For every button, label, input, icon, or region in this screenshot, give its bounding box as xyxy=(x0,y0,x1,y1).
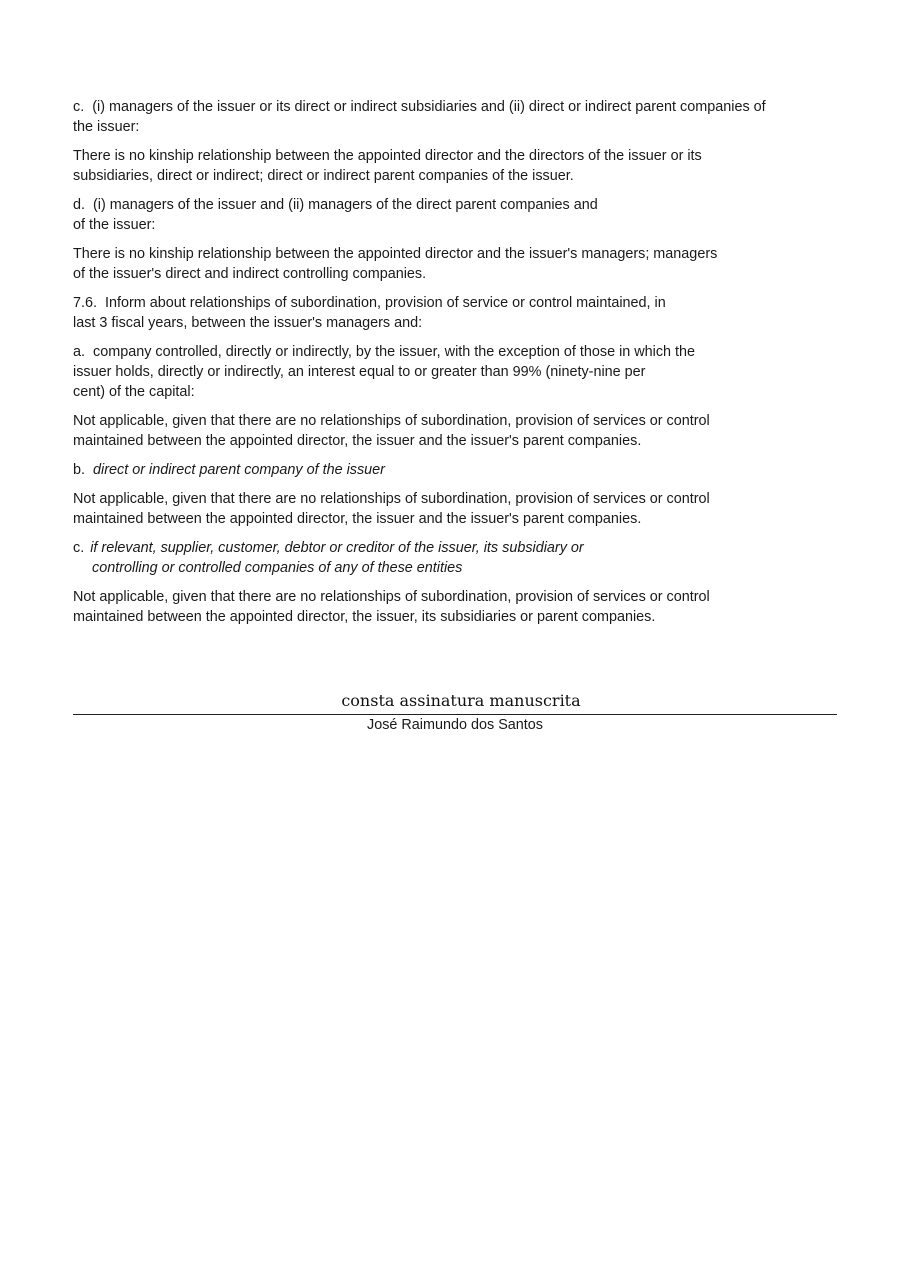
item-text: cent) of the capital: xyxy=(73,384,195,400)
handwritten-signature-note: consta assinatura manuscrita xyxy=(341,691,581,710)
item-text: if relevant, supplier, customer, debtor or creditor of the issuer, its subsidiary or xyxy=(90,540,584,556)
answer-text: maintained between the appointed director, the issuer and the issuer's parent companies. xyxy=(73,433,642,449)
signatory-name: José Raimundo dos Santos xyxy=(367,717,543,733)
answer-text: There is no kinship relationship between the appointed director and the issuer's managers; managers xyxy=(73,246,718,262)
item-text: issuer holds, directly or indirectly, an interest equal to or greater than 99% (ninety-nine per xyxy=(73,364,646,380)
item-d-relationships xyxy=(73,195,843,235)
item-c-supplier-customer xyxy=(73,538,843,578)
item-text: direct or indirect parent company of the issuer xyxy=(93,462,385,478)
answer-text: subsidiaries, direct or indirect; direct or indirect parent companies of the issuer. xyxy=(73,168,574,184)
item-text: (i) managers of the issuer and (ii) managers of the direct parent companies and xyxy=(93,197,598,213)
item-b-parent-company xyxy=(73,460,843,480)
item-c-relationships xyxy=(73,97,843,137)
item-marker: d. xyxy=(73,197,86,213)
item-marker: a. xyxy=(73,344,86,360)
answer-text: maintained between the appointed director, the issuer and the issuer's parent companies. xyxy=(73,511,642,527)
answer-paragraph xyxy=(73,587,843,627)
item-text: the issuer: xyxy=(73,119,140,135)
item-text: company controlled, directly or indirectly, by the issuer, with the exception of those in which the xyxy=(93,344,696,360)
answer-paragraph xyxy=(73,411,843,451)
section-number: 7.6. xyxy=(73,295,98,311)
item-text: controlling or controlled companies of any of these entities xyxy=(92,560,463,576)
answer-paragraph xyxy=(73,489,843,529)
section-text: Inform about relationships of subordination, provision of service or control maintained, in xyxy=(105,295,666,311)
signature-block xyxy=(73,690,837,735)
item-a-controlled-company xyxy=(73,342,843,402)
answer-paragraph xyxy=(73,244,843,284)
item-marker: b. xyxy=(73,462,86,478)
section-text: last 3 fiscal years, between the issuer's managers and: xyxy=(73,315,423,331)
document-body xyxy=(73,97,843,636)
section-7-6-heading xyxy=(73,293,843,333)
answer-text: Not applicable, given that there are no relationships of subordination, provision of services or control xyxy=(73,413,710,429)
item-text: (i) managers of the issuer or its direct or indirect subsidiaries and (ii) direct or indirect parent companies of xyxy=(92,99,766,115)
item-text: of the issuer: xyxy=(73,217,156,233)
answer-text: There is no kinship relationship between the appointed director and the directors of the issuer or its xyxy=(73,148,702,164)
answer-text: Not applicable, given that there are no relationships of subordination, provision of services or control xyxy=(73,589,710,605)
answer-text: of the issuer's direct and indirect controlling companies. xyxy=(73,266,427,282)
answer-text: Not applicable, given that there are no relationships of subordination, provision of services or control xyxy=(73,491,710,507)
item-marker: c. xyxy=(73,540,85,556)
answer-paragraph xyxy=(73,146,843,186)
item-marker: c. xyxy=(73,99,85,115)
answer-text: maintained between the appointed director, the issuer, its subsidiaries or parent companies. xyxy=(73,609,656,625)
